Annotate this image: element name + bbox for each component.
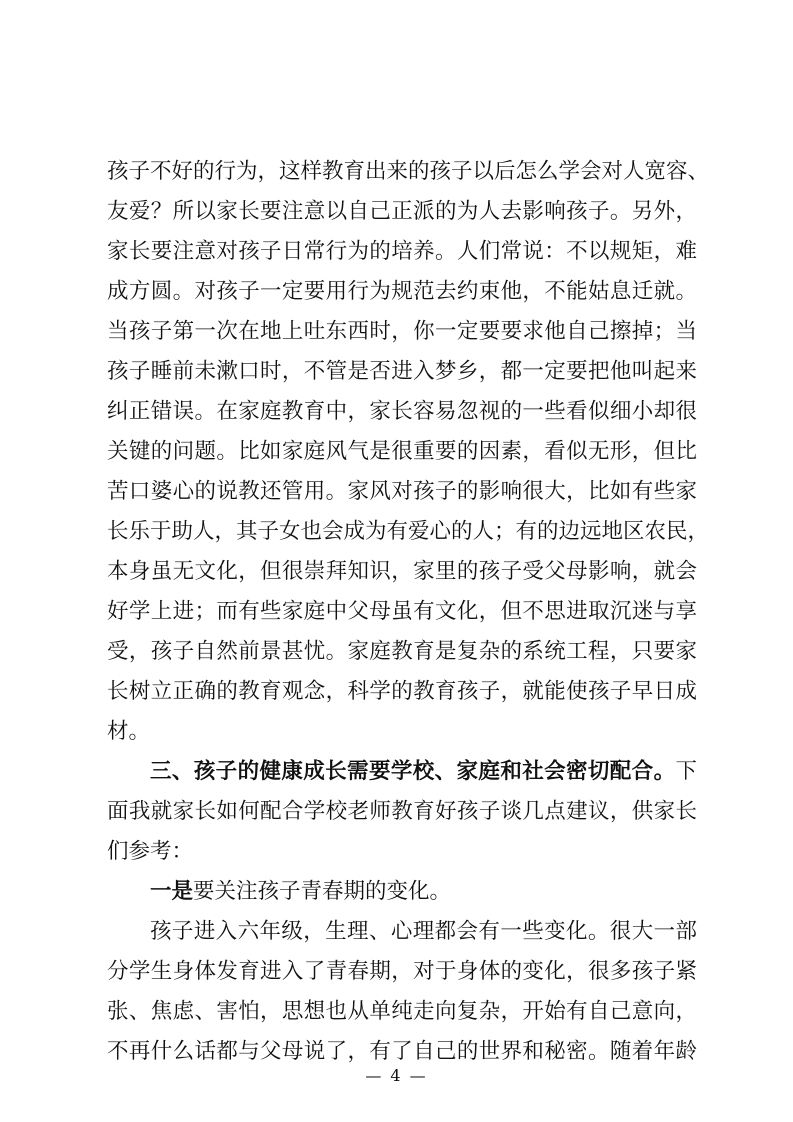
body-text-line: 长乐于助人，其子女也会成为有爱心的人；有的边远地区农民， bbox=[107, 519, 710, 544]
body-text-line: 当孩子第一次在地上吐东西时，你一定要要求他自己擦掉；当 bbox=[107, 319, 697, 344]
body-text-line: 纠正错误。在家庭教育中，家长容易忽视的一些看似细小却很 bbox=[107, 399, 697, 424]
body-text-line: 家长要注意对孩子日常行为的培养。人们常说：不以规矩，难 bbox=[107, 239, 697, 264]
body-text-line: 孩子睡前未漱口时，不管是否进入梦乡，都一定要把他叫起来 bbox=[107, 359, 697, 384]
section-heading-line bbox=[150, 759, 697, 785]
point-text: 要关注孩子青春期的变化。 bbox=[193, 879, 452, 904]
body-text-line: 长树立正确的教育观念，科学的教育孩子，就能使孩子早日成 bbox=[107, 679, 697, 704]
body-text-line: 本身虽无文化，但很崇拜知识，家里的孩子受父母影响，就会 bbox=[107, 559, 697, 584]
section-heading-tail: 下 bbox=[675, 759, 697, 784]
point-heading-line bbox=[150, 879, 697, 905]
body-text-line: 孩子进入六年级，生理、心理都会有一些变化。很大一部 bbox=[150, 919, 697, 944]
body-text-line: 孩子不好的行为，这样教育出来的孩子以后怎么学会对人宽容、 bbox=[107, 159, 710, 184]
page-number: — 4 — bbox=[365, 1066, 428, 1085]
body-text-line: 苦口婆心的说教还管用。家风对孩子的影响很大，比如有些家 bbox=[107, 479, 697, 504]
body-text-line: 面我就家长如何配合学校老师教育好孩子谈几点建议，供家长 bbox=[107, 799, 697, 824]
body-text-line: 成方圆。对孩子一定要用行为规范去约束他，不能姑息迁就。 bbox=[107, 279, 697, 304]
body-text-line: 们参考： bbox=[107, 839, 194, 864]
body-text-line: 友爱？所以家长要注意以自己正派的为人去影响孩子。另外， bbox=[107, 199, 697, 224]
section-heading: 三、孩子的健康成长需要学校、家庭和社会密切配合。 bbox=[150, 759, 676, 784]
body-text-line: 好学上进；而有些家庭中父母虽有文化，但不思进取沉迷与享 bbox=[107, 599, 697, 624]
point-lead: 一是 bbox=[150, 879, 194, 904]
body-text-line: 受，孩子自然前景甚忧。家庭教育是复杂的系统工程，只要家 bbox=[107, 639, 697, 664]
body-text-line: 分学生身体发育进入了青春期，对于身体的变化，很多孩子紧 bbox=[107, 959, 697, 984]
body-text-line: 材。 bbox=[107, 719, 151, 744]
body-text-line: 关键的问题。比如家庭风气是很重要的因素，看似无形，但比 bbox=[107, 439, 697, 464]
body-text-line: 张、焦虑、害怕，思想也从单纯走向复杂，开始有自己意向， bbox=[107, 999, 697, 1024]
body-text-line: 不再什么话都与父母说了，有了自己的世界和秘密。随着年龄 bbox=[107, 1039, 697, 1064]
